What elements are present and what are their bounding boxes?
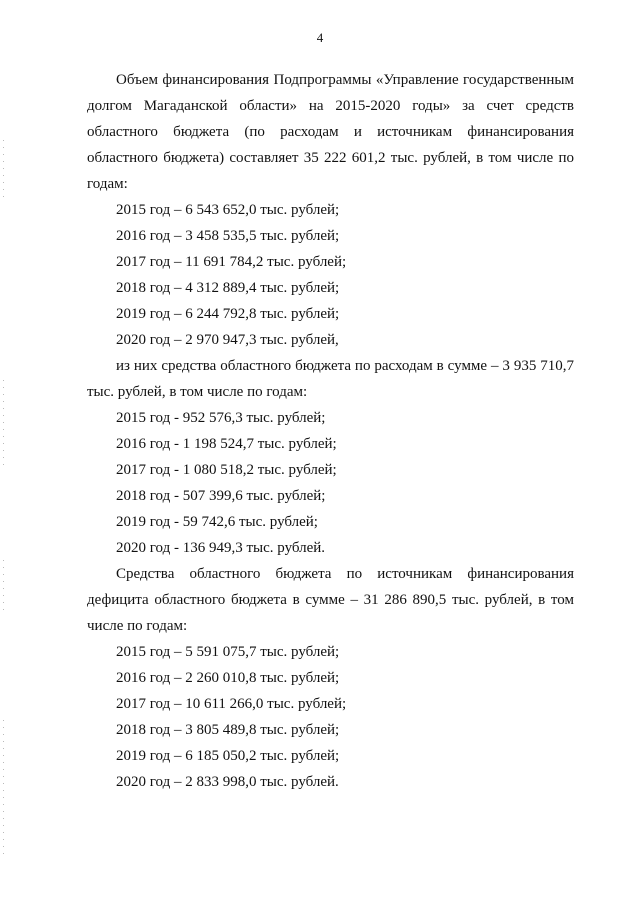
list-item: 2018 год – 4 312 889,4 тыс. рублей; xyxy=(116,280,340,296)
list-item: 2018 год - 507 399,6 тыс. рублей; xyxy=(116,488,326,504)
deficit-financing-paragraph: Средства областного бюджета по источникам финансирования дефицита областного бюджета в сумме – 31 286 890,5 тыс. рублей, в том числе по годам: xyxy=(87,566,574,634)
expenses-by-year-list xyxy=(87,405,574,561)
list-item: 2016 год – 3 458 535,5 тыс. рублей; xyxy=(116,228,340,244)
list-item: 2019 год - 59 742,6 тыс. рублей; xyxy=(116,514,318,530)
list-item: 2015 год – 5 591 075,7 тыс. рублей; xyxy=(116,644,340,660)
deficit-by-year-list xyxy=(87,639,574,795)
scan-edge-dots xyxy=(3,720,4,860)
page-number: 4 xyxy=(316,30,324,45)
expenses-paragraph: из них средства областного бюджета по расходам в сумме – 3 935 710,7 тыс. рублей, в том числе по годам: xyxy=(87,358,574,400)
list-item: 2018 год – 3 805 489,8 тыс. рублей; xyxy=(116,722,340,738)
scan-edge-dots xyxy=(3,560,4,610)
scan-edge-dots xyxy=(3,380,4,470)
list-item: 2019 год – 6 244 792,8 тыс. рублей; xyxy=(116,306,340,322)
list-item: 2017 год – 11 691 784,2 тыс. рублей; xyxy=(116,254,347,270)
total-by-year-list xyxy=(87,197,574,353)
list-item: 2020 год – 2 833 998,0 тыс. рублей. xyxy=(116,774,339,790)
scan-edge-dots xyxy=(3,140,4,200)
list-item: 2016 год – 2 260 010,8 тыс. рублей; xyxy=(116,670,340,686)
list-item: 2015 год - 952 576,3 тыс. рублей; xyxy=(116,410,326,426)
list-item: 2020 год – 2 970 947,3 тыс. рублей, xyxy=(116,332,339,348)
list-item: 2020 год - 136 949,3 тыс. рублей. xyxy=(116,540,326,556)
list-item: 2016 год - 1 198 524,7 тыс. рублей; xyxy=(116,436,337,452)
list-item: 2017 год - 1 080 518,2 тыс. рублей; xyxy=(116,462,337,478)
list-item: 2019 год – 6 185 050,2 тыс. рублей; xyxy=(116,748,340,764)
document-body xyxy=(87,67,574,795)
list-item: 2015 год – 6 543 652,0 тыс. рублей; xyxy=(116,202,340,218)
list-item: 2017 год – 10 611 266,0 тыс. рублей; xyxy=(116,696,347,712)
funding-total-paragraph: Объем финансирования Подпрограммы «Управление государственным долгом Магаданской области» на 2015-2020 годы» за счет средств областного бюджета (по расходам и источникам финансирования областного бюджета) составляет 35 222 601,2 тыс. рублей, в том числе по годам: xyxy=(87,72,574,192)
